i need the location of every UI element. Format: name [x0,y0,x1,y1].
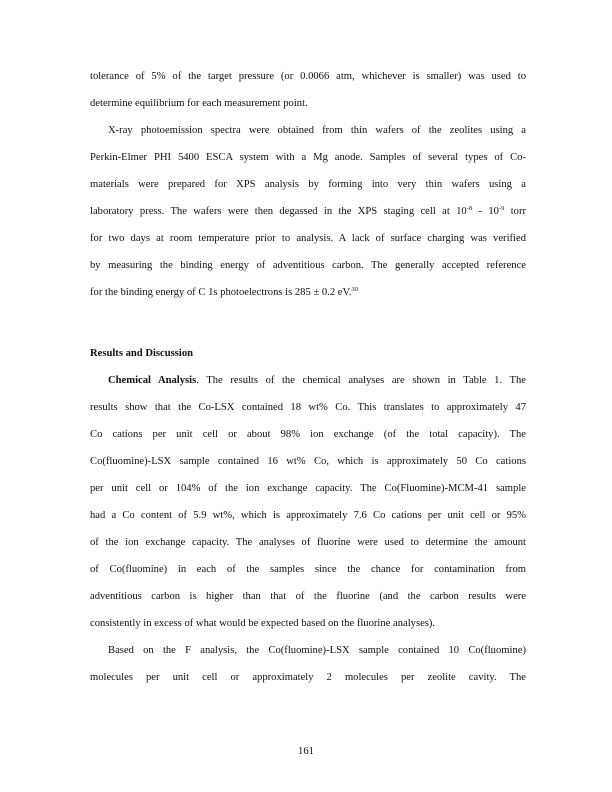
text-line: Based on the F analysis, the Co(fluomine)-LSX sample contained 10 Co(fluomine) [108,645,526,656]
text-line: materials were prepared for XPS analysis by forming into very thin wafers using a [90,179,526,190]
text-line: results show that the Co-LSX contained 18 wt% Co. This translates to approximately 47 [90,402,526,413]
text-run: for the binding energy of C 1s photoelectrons is 285 ± 0.2 eV. [90,287,352,298]
text-line: Co(fluomine)-LSX sample contained 16 wt% Co, which is approximately 50 Co cations [90,456,526,467]
text-line [90,374,526,388]
run-in-heading: Chemical Analysis [108,375,197,386]
text-line: molecules per unit cell or approximately 2 molecules per zeolite cavity. The [90,672,526,683]
text-line: Co cations per unit cell or about 98% ion exchange (of the total capacity). The [90,429,526,440]
text-line: of Co(fluomine) in each of the samples since the chance for contamination from [90,564,526,575]
page-number: 161 [298,746,314,757]
text-line: of the ion exchange capacity. The analyses of fluorine were used to determine the amount [90,537,526,548]
text-line: Perkin-Elmer PHI 5400 ESCA system with a Mg anode. Samples of several types of Co- [90,152,526,163]
text-line: determine equilibrium for each measurement point. [90,98,308,109]
text-line: per unit cell or 104% of the ion exchange capacity. The Co(Fluomine)-MCM-41 sample [90,483,526,494]
text-line [90,286,526,300]
citation-ref: 30 [351,286,358,293]
text-run: torr [504,206,526,217]
text-line: for two days at room temperature prior to analysis. A lack of surface charging was verified [90,233,526,244]
text-line: consistently in excess of what would be expected based on the fluorine analyses). [90,618,436,629]
superscript: -9 [498,205,505,212]
text-line: X-ray photoemission spectra were obtained from thin wafers of the zeolites using a [108,125,526,136]
text-line: by measuring the binding energy of adventitious carbon. The generally accepted reference [90,260,526,271]
text-run: . The results of the chemical analyses are shown in Table 1. The [196,375,526,386]
text-line: adventitious carbon is higher than that of the fluorine (and the carbon results were [90,591,526,602]
text-line: tolerance of 5% of the target pressure (or 0.0066 atm, whichever is smaller) was used to [90,71,526,82]
text-run: laboratory press. The wafers were then degassed in the XPS staging cell at 10 [90,206,467,217]
text-line: had a Co content of 5.9 wt%, which is approximately 7.6 Co cations per unit cell or 95% [90,510,526,521]
text-line [90,205,526,219]
section-heading: Results and Discussion [90,348,194,359]
superscript: -8 [466,205,473,212]
text-run: - 10 [472,206,499,217]
